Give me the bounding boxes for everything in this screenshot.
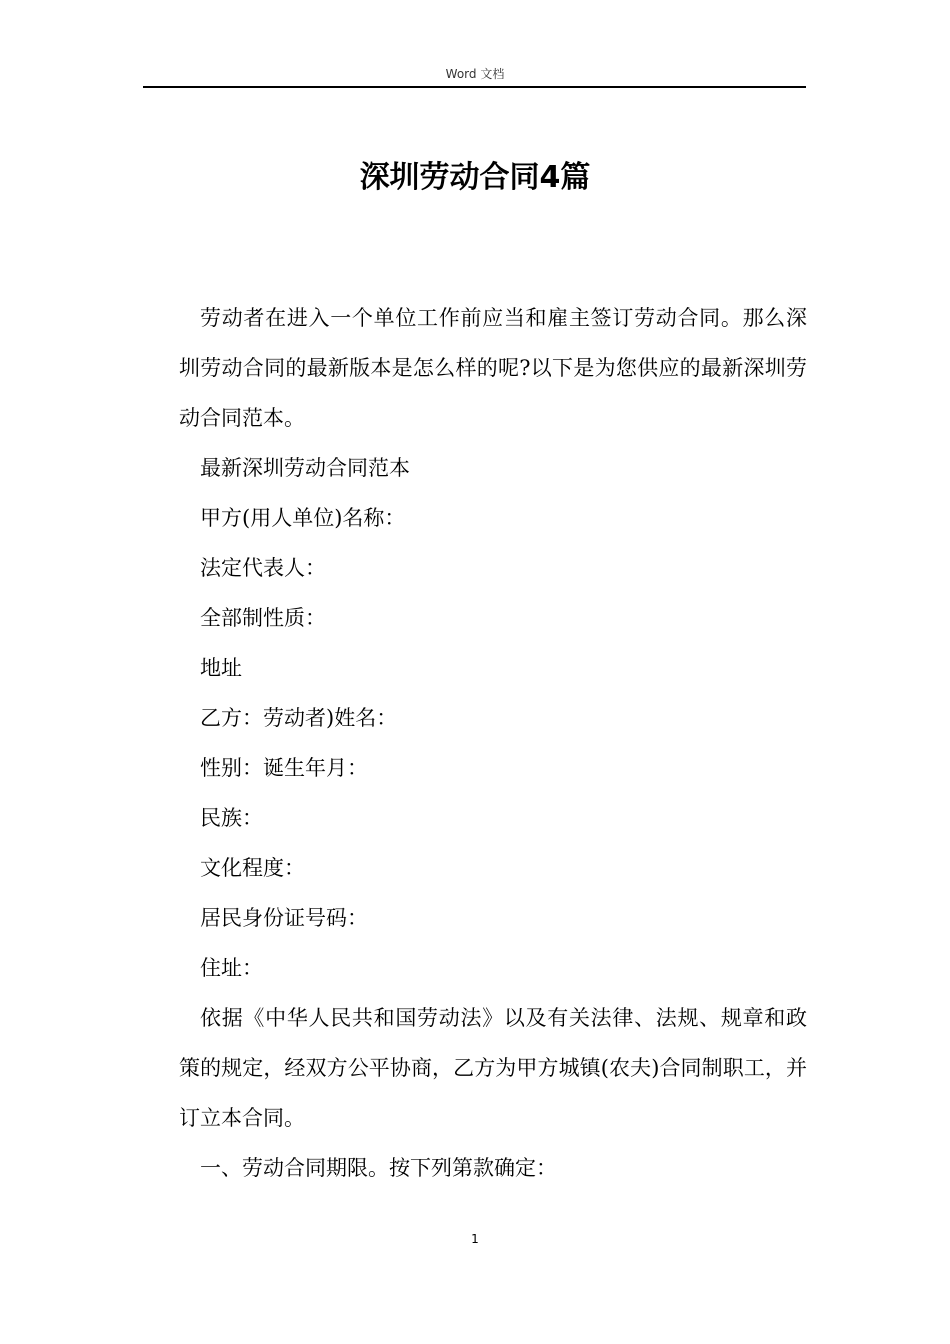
page-header: Word 文档 xyxy=(445,67,505,81)
paragraph-party-a-name: 甲方(用人单位)名称： xyxy=(200,506,406,530)
paragraph-template-heading: 最新深圳劳动合同范本 xyxy=(200,456,410,480)
document-body xyxy=(179,293,807,1193)
document-title: 深圳劳动合同4篇 xyxy=(359,160,591,195)
paragraph-intro: 劳动者在进入一个单位工作前应当和雇主签订劳动合同。那么深圳劳动合同的最新版本是怎么样的呢?以下是为您供应的最新深圳劳动合同范本。 xyxy=(179,306,807,430)
header-divider xyxy=(143,86,806,88)
paragraph-gender-birth: 性别：诞生年月： xyxy=(200,756,368,780)
paragraph-ethnicity: 民族： xyxy=(200,806,263,830)
paragraph-education: 文化程度： xyxy=(200,856,305,880)
paragraph-id-number: 居民身份证号码： xyxy=(200,906,368,930)
paragraph-legal-representative: 法定代表人： xyxy=(200,556,326,580)
paragraph-party-b-name: 乙方：劳动者)姓名： xyxy=(200,706,398,730)
paragraph-residence: 住址： xyxy=(200,956,263,980)
paragraph-legal-basis: 依据《中华人民共和国劳动法》以及有关法律、法规、规章和政策的规定，经双方公平协商，乙方为甲方城镇(农夫)合同制职工，并订立本合同。 xyxy=(179,1006,807,1130)
paragraph-ownership-type: 全部制性质： xyxy=(200,606,326,630)
paragraph-address: 地址 xyxy=(200,656,242,680)
paragraph-section-one: 一、劳动合同期限。按下列第款确定： xyxy=(200,1156,557,1180)
page-number: 1 xyxy=(471,1232,479,1246)
